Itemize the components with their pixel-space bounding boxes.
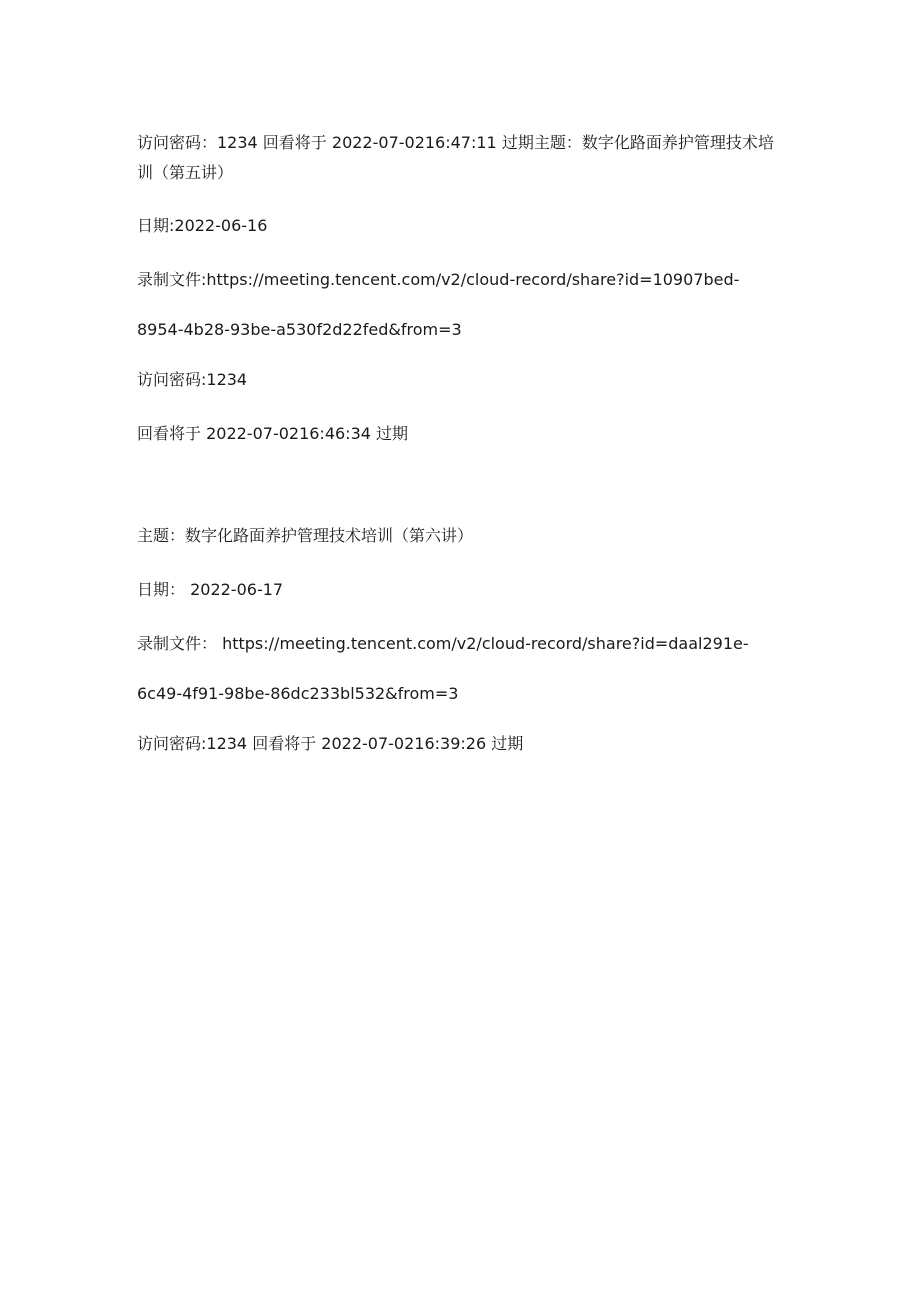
topic-line: 主题：数字化路面养护管理技术培训（第六讲）	[137, 526, 474, 545]
date-line: 日期:2022-06-16	[137, 216, 268, 235]
password-expiry-topic-paragraph: 访问密码：1234 回看将于 2022-07-0216:47:11 过期主题：数字化路面养护管理技术培训（第五讲）	[137, 133, 774, 182]
expiry-line: 回看将于 2022-07-0216:46:34 过期	[137, 424, 409, 443]
recording-link-line-1: 录制文件:https://meeting.tencent.com/v2/cloud-record/share?id=10907bed-	[137, 270, 740, 289]
password-expiry-line: 访问密码:1234 回看将于 2022-07-0216:39:26 过期	[137, 734, 524, 753]
recording-link-line-2: 6c49-4f91-98be-86dc233bl532&from=3	[137, 684, 459, 703]
password-line: 访问密码:1234	[137, 370, 248, 389]
date-line: 日期： 2022-06-17	[137, 580, 284, 599]
recording-link-line-1: 录制文件： https://meeting.tencent.com/v2/cloud-record/share?id=daal291e-	[137, 634, 749, 653]
recording-link-line-2: 8954-4b28-93be-a530f2d22fed&from=3	[137, 320, 462, 339]
